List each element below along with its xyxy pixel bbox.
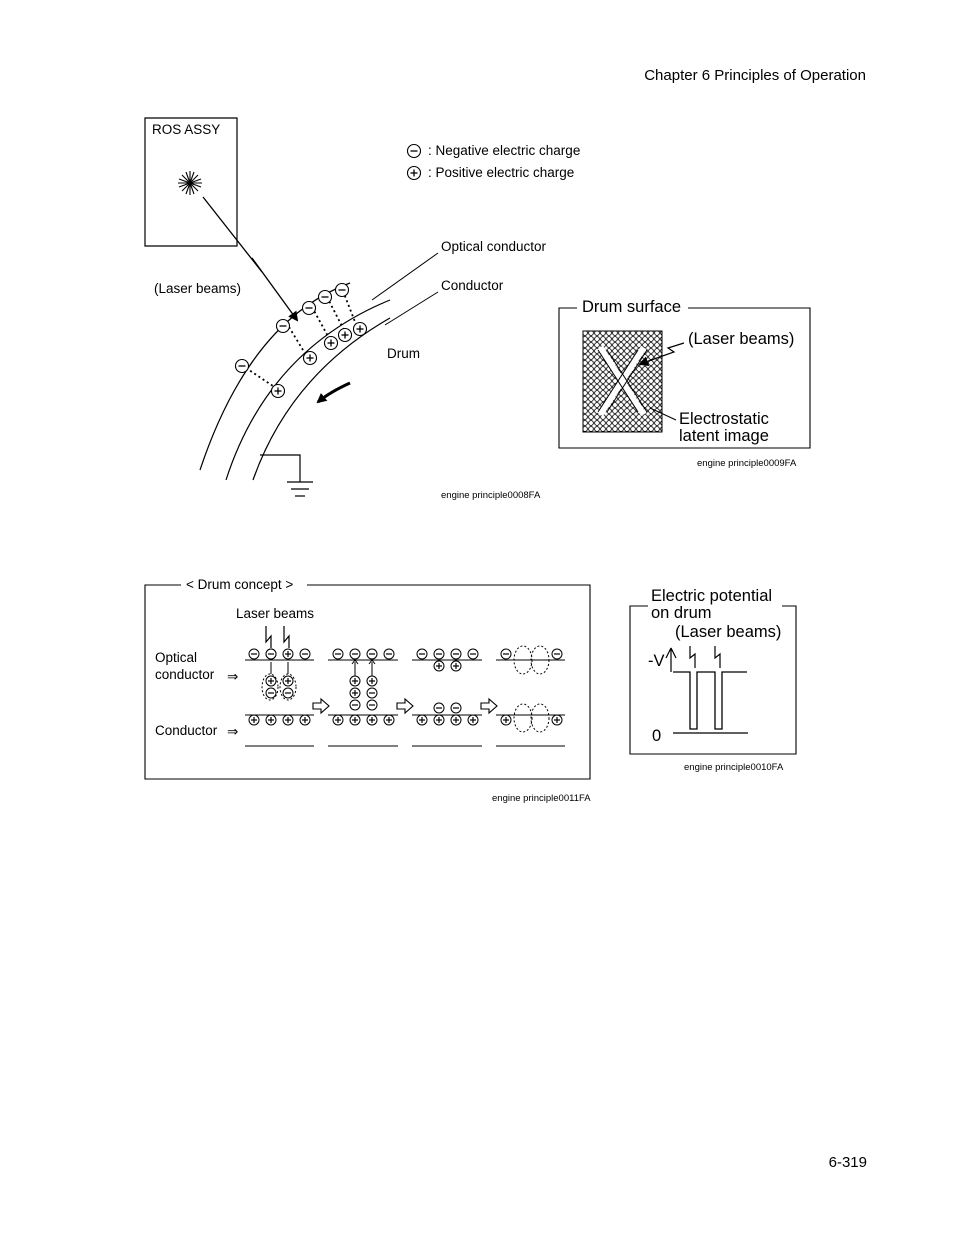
positive-charge [339, 329, 352, 342]
stage-1 [245, 649, 314, 746]
latent-image-label-1: Electrostatic [679, 410, 769, 428]
negative-charge [236, 360, 249, 373]
drum-label: Drum [387, 346, 420, 361]
caption-0009: engine principle0009FA [697, 458, 797, 469]
laser-source-icon [178, 171, 202, 195]
legend-negative-icon [408, 145, 421, 158]
laser-beam-arrow [203, 197, 297, 320]
stage-3 [412, 649, 482, 746]
stage-2 [328, 649, 398, 746]
optical-label-1: Optical [155, 650, 198, 665]
conductor-label-left: Conductor [155, 723, 218, 738]
laser-bolt-icons [266, 626, 289, 648]
legend-positive-label: : Positive electric charge [428, 165, 575, 180]
stage-4 [496, 646, 565, 746]
zero-label: 0 [652, 727, 662, 745]
optical-label-2: conductor [155, 667, 215, 682]
optical-conductor-leader [372, 253, 438, 300]
potential-laser-beams: (Laser beams) [675, 623, 782, 641]
neg-v-label: -V [648, 652, 665, 670]
positive-charge [272, 385, 285, 398]
drum-concept-title: < Drum concept > [186, 577, 294, 592]
legend-negative-label: : Negative electric charge [428, 143, 581, 158]
negative-charge [303, 302, 316, 315]
negative-charge [277, 320, 290, 333]
drum-outer-arc [200, 283, 350, 470]
chapter-header: Chapter 6 Principles of Operation [644, 67, 866, 84]
potential-title-1: Electric potential [651, 587, 773, 605]
figure-drum-concept [145, 577, 591, 804]
drum-laser-beams-label: (Laser beams) [688, 330, 795, 348]
figure-electric-potential [630, 587, 796, 773]
concept-laser-beams-label: Laser beams [236, 606, 315, 621]
stage-arrow [397, 699, 413, 713]
stage-arrow [481, 699, 497, 713]
potential-laser-bolts [690, 646, 720, 668]
caption-0008: engine principle0008FA [441, 490, 541, 501]
legend-positive-icon [408, 167, 421, 180]
drum-surface-title: Drum surface [582, 298, 682, 316]
conductor-label: Conductor [441, 278, 504, 293]
drum-rotation-arrow [318, 383, 350, 402]
potential-axis-arrow [666, 648, 676, 672]
negative-charge [319, 291, 332, 304]
positive-charge [354, 323, 367, 336]
optical-conductor-label: Optical conductor [441, 239, 547, 254]
potential-waveform [673, 672, 747, 729]
stage-arrow [313, 699, 329, 713]
caption-0011: engine principle0011FA [492, 793, 591, 804]
page-number: 6-319 [828, 1154, 867, 1171]
negative-charge [336, 284, 349, 297]
positive-charge [325, 337, 338, 350]
latent-image-label-2: latent image [679, 427, 769, 445]
laser-beams-label: (Laser beams) [154, 281, 242, 296]
ground-icon [260, 455, 313, 496]
conductor-arrow: ⇒ [227, 724, 239, 739]
potential-title-2: on drum [651, 604, 712, 622]
figure-ros-drum [145, 118, 580, 501]
ros-assy-label: ROS ASSY [152, 122, 221, 137]
conductor-leader [385, 292, 438, 325]
figure-drum-surface [559, 298, 810, 469]
optical-arrow: ⇒ [227, 669, 239, 684]
caption-0010: engine principle0010FA [684, 762, 784, 773]
positive-charge [304, 352, 317, 365]
